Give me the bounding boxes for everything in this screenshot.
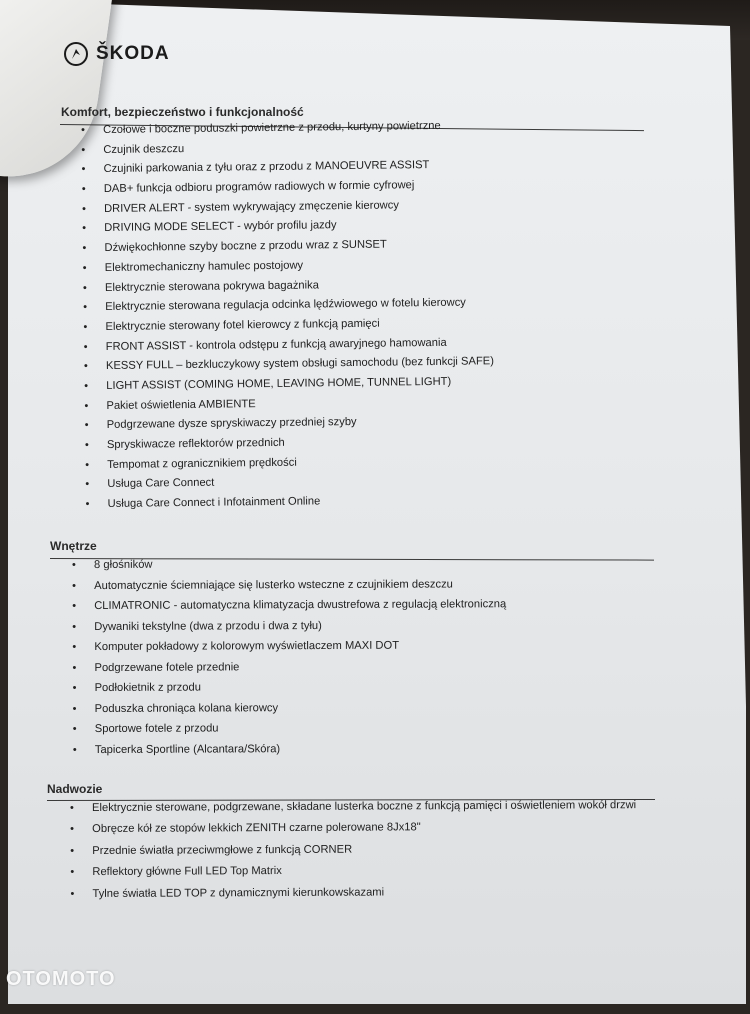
- list-item: • Pakiet oświetlenia AMBIENTE: [106, 395, 494, 419]
- section-title-komfort: Komfort, bezpieczeństwo i funkcjonalność: [61, 105, 304, 119]
- otomoto-watermark: OTOMOTO: [6, 968, 116, 990]
- list-item: • Elektrycznie sterowana pokrywa bagażnika: [105, 277, 493, 301]
- list-item: • 8 głośników: [94, 557, 506, 579]
- list-item: • Elektrycznie sterowane, podgrzewane, składane lusterka boczne z funkcją pamięci i oświetleniem wokół drzwi: [92, 799, 636, 823]
- list-item: • Elektromechaniczny hamulec postojowy: [105, 257, 493, 281]
- list-item: • Dźwiękochłonne szyby boczne z przodu wraz z SUNSET: [104, 237, 492, 261]
- list-item: • DAB+ funkcja odbioru programów radiowych w formie cyfrowej: [104, 178, 492, 202]
- list-item: • Reflektory główne Full LED Top Matrix: [92, 863, 636, 887]
- list-item: • CLIMATRONIC - automatyczna klimatyzacja dwustrefowa z regulacją elektroniczną: [94, 598, 506, 620]
- list-item: • Czujniki parkowania z tyłu oraz z przodu z MANOEUVRE ASSIST: [103, 159, 491, 183]
- section-title-nadwozie: Nadwozie: [47, 782, 103, 796]
- section-title-wnetrze: Wnętrze: [50, 539, 97, 553]
- list-item: • Obręcze kół ze stopów lekkich ZENITH czarne polerowane 8Jx18": [92, 821, 636, 845]
- feature-list-nadwozie: [92, 799, 637, 909]
- list-item: • LIGHT ASSIST (COMING HOME, LEAVING HOME, TUNNEL LIGHT): [106, 375, 494, 399]
- list-item: • Poduszka chroniąca kolana kierowcy: [95, 701, 507, 723]
- list-item: • KESSY FULL – bezkluczykowy system obsługi samochodu (bez funkcji SAFE): [106, 355, 494, 379]
- feature-list-wnetrze: [94, 557, 507, 764]
- feature-list-komfort: [103, 119, 496, 517]
- list-item: • Usługa Care Connect: [107, 474, 495, 498]
- list-item: • Przednie światła przeciwmgłowe z funkcją CORNER: [92, 842, 636, 866]
- list-item: • Podłokietnik z przodu: [95, 680, 507, 702]
- brand-name: ŠKODA: [96, 43, 170, 64]
- list-item: • Komputer pokładowy z kolorowym wyświetlaczem MAXI DOT: [94, 639, 506, 661]
- list-item: • Podgrzewane fotele przednie: [94, 660, 506, 682]
- list-item: • Sportowe fotele z przodu: [95, 721, 507, 743]
- list-item: • Czołowe i boczne poduszki powietrzne z przodu, kurtyny powietrzne: [103, 119, 491, 143]
- list-item: • Automatycznie ściemniające się lusterko wsteczne z czujnikiem deszczu: [94, 578, 506, 600]
- list-item: • Elektrycznie sterowana regulacja odcinka lędźwiowego w fotelu kierowcy: [105, 296, 493, 320]
- list-item: • Spryskiwacze reflektorów przednich: [107, 434, 495, 458]
- list-item: • DRIVER ALERT - system wykrywający zmęczenie kierowcy: [104, 198, 492, 222]
- list-item: • Elektrycznie sterowany fotel kierowcy z funkcją pamięci: [105, 316, 493, 340]
- list-item: • Podgrzewane dysze spryskiwaczy przedniej szyby: [107, 415, 495, 439]
- list-item: • Dywaniki tekstylne (dwa z przodu i dwa z tyłu): [94, 619, 506, 641]
- list-item: • Tapicerka Sportline (Alcantara/Skóra): [95, 742, 507, 764]
- list-item: • Czujnik deszczu: [103, 139, 491, 163]
- list-item: • Usługa Care Connect i Infotainment Online: [108, 493, 496, 517]
- list-item: • Tylne światła LED TOP z dynamicznymi kierunkowskazami: [92, 885, 636, 909]
- list-item: • FRONT ASSIST - kontrola odstępu z funkcją awaryjnego hamowania: [106, 336, 494, 360]
- list-item: • DRIVING MODE SELECT - wybór profilu jazdy: [104, 218, 492, 242]
- list-item: • Tempomat z ogranicznikiem prędkości: [107, 454, 495, 478]
